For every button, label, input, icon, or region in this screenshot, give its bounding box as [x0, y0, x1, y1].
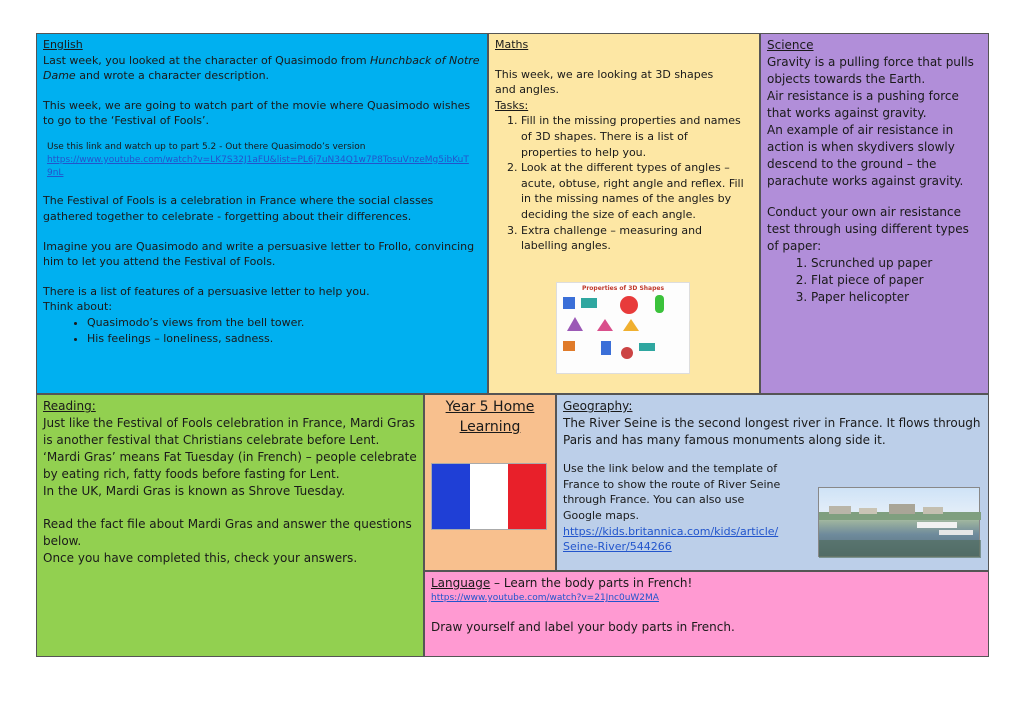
science-list-item-1: 1. Scrunched up paper [811, 255, 982, 272]
maths-tasks-label: Tasks: [495, 98, 529, 112]
english-bullet-2: • His feelings – loneliness, sadness. [87, 331, 481, 347]
maths-task-2: 2. Look at the different types of angles – acute, obtuse, right angle and reflex. Fill in the missing names of the angles by deciding the size of each angle. [521, 160, 747, 222]
book-title: Hunchback of Notre Dame [43, 53, 480, 83]
language-youtube-link[interactable]: https://www.youtube.com/watch?v=21Jnc0uW2MA [431, 593, 659, 604]
reading-panel [36, 394, 424, 657]
britannica-link[interactable]: https://kids.britannica.com/kids/article/Seine-River/544266 [563, 524, 779, 554]
english-paragraph-2: This week, we are going to watch part of the movie where Quasimodo wishes to go to the ‘Festival of Fools’. [43, 98, 471, 128]
language-paragraph-1: Draw yourself and label your body parts in French. [431, 619, 735, 634]
science-list-item-2: 2. Flat piece of paper [811, 272, 982, 289]
hexagonal-prism-shape [601, 341, 611, 355]
maths-title: Maths [495, 38, 529, 51]
cube-shape [563, 297, 575, 309]
english-paragraph-1: Last week, you looked at the character of Quasimodo from Hunchback of Notre Dame and wrote a character description. [43, 53, 480, 83]
reading-paragraph-2: ‘Mardi Gras’ means Fat Tuesday (in French) – people celebrate by eating rich, fatty foods before fasting for Lent. [43, 450, 417, 482]
language-panel [424, 571, 989, 657]
maths-intro: This week, we are looking at 3D shapes and angles. [495, 67, 714, 97]
hemisphere-shape [621, 347, 633, 359]
english-paragraph-4: Imagine you are Quasimodo and write a persuasive letter to Frollo, convincing him to let you attend the Festival of Fools. [43, 239, 475, 269]
cone-shape [597, 319, 613, 331]
maths-task-3: 3. Extra challenge – measuring and labelling angles. [521, 223, 747, 254]
3d-shapes-worksheet-image [556, 282, 690, 374]
science-paragraph-3: An example of air resistance in action is when skydivers slowly descend to the ground – the parachute works against gravity. [767, 123, 964, 189]
geography-panel [556, 394, 989, 571]
english-youtube-link[interactable]: https://www.youtube.com/watch?v=LK7S32J1aFU&list=PL6j7uN34Q1w7P8TosuVnzeMg5ibKuT9nL [47, 154, 469, 178]
english-think-about: Think about: [43, 300, 113, 314]
language-title-rest: – Learn the body parts in French! [490, 576, 693, 590]
3d-shapes-illustration [557, 283, 691, 375]
science-paragraph-1: Gravity is a pulling force that pulls objects towards the Earth. [767, 55, 974, 87]
english-title: English [43, 38, 83, 51]
english-paragraph-3: The Festival of Fools is a celebration in France where the social classes gathered together to celebrate - forgetting about their differences. [43, 194, 434, 223]
geography-paragraph-1: The River Seine is the second longest river in France. It flows through Paris and has many famous monuments along side it. [563, 416, 981, 448]
english-panel [36, 33, 488, 394]
french-flag [431, 463, 547, 530]
science-panel [760, 33, 989, 394]
language-title: Language [431, 576, 491, 590]
flag-blue-band [432, 464, 470, 529]
reading-paragraph-3: In the UK, Mardi Gras is known as Shrove Tuesday. [43, 484, 346, 499]
science-paragraph-2: Air resistance is a pushing force that works against gravity. [767, 89, 959, 121]
shapes-image-title: Properties of 3D Shapes [581, 285, 665, 292]
sphere-shape [620, 296, 638, 314]
english-link-intro: Use this link and watch up to part 5.2 - Out there Quasimodo’s version [47, 142, 366, 153]
english-bullet-1: • Quasimodo’s views from the bell tower. [87, 315, 481, 331]
science-title: Science [767, 38, 814, 52]
maths-panel [488, 33, 760, 394]
flag-white-band [470, 464, 508, 529]
geography-title: Geography: [563, 399, 633, 413]
english-paragraph-5: There is a list of features of a persuasive letter to help you. [43, 284, 370, 298]
science-paragraph-4: Conduct your own air resistance test through using different types of paper: [767, 205, 969, 254]
reading-paragraph-5: Once you have completed this, check your answers. [43, 551, 358, 566]
reading-paragraph-4: Read the fact file about Mardi Gras and answer the questions below. [43, 517, 412, 549]
prism-shape [563, 341, 575, 351]
cuboid-shape [581, 298, 597, 308]
home-learning-panel [424, 394, 556, 571]
pyramid-shape [567, 317, 583, 331]
language-heading [431, 575, 982, 592]
geography-paragraph-2: Use the link below and the template of France to show the route of River Seine through France. You can also use Google maps. [563, 462, 781, 522]
triangular-prism-shape [639, 343, 655, 351]
science-list-item-3: 3. Paper helicopter [811, 289, 982, 306]
river-seine-photo-art [819, 488, 981, 558]
reading-paragraph-1: Just like the Festival of Fools celebration in France, Mardi Gras is another festival that Christians celebrate before Lent. [43, 416, 415, 448]
home-learning-title-line-1: Year 5 Home [445, 399, 535, 415]
flag-red-band [508, 464, 546, 529]
river-seine-photo [818, 487, 980, 557]
cylinder-shape [655, 295, 664, 313]
tetrahedron-shape [623, 319, 639, 331]
home-learning-title-line-2: Learning [459, 418, 521, 435]
maths-task-1: 1. Fill in the missing properties and names of 3D shapes. There is a list of properties to help you. [521, 113, 747, 160]
reading-title: Reading: [43, 399, 96, 413]
